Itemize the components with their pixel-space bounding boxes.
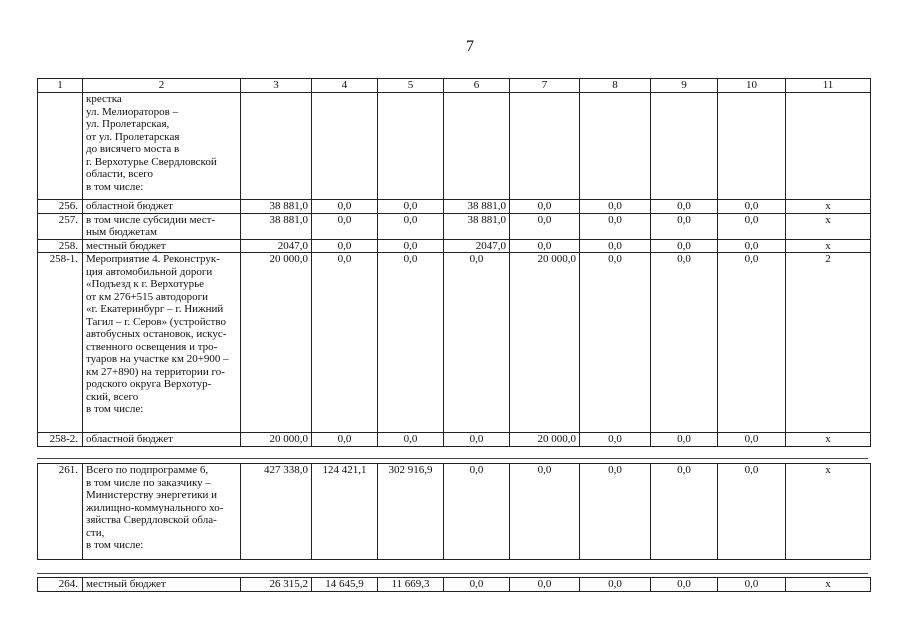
cell-value: 0,0 (378, 433, 444, 447)
budget-table (37, 78, 871, 447)
row-number: 258-2. (38, 433, 83, 447)
cell-value: 0,0 (510, 464, 580, 560)
row-description: областной бюджет (83, 433, 241, 447)
divider (37, 573, 868, 574)
cell-value: 0,0 (651, 578, 718, 592)
cell-value: 0,0 (718, 464, 786, 560)
cell-value: 38 881,0 (241, 213, 312, 239)
cell-value: 0,0 (312, 253, 378, 433)
cell-value: 14 645,9 (312, 578, 378, 592)
cell-value: 0,0 (651, 239, 718, 253)
row-description: Мероприятие 4. Реконструк- ция автомобильной дороги «Подъезд к г. Верхотурье от км 276+515 автодороги «г. Екатеринбург – г. Нижний Тагил – г. Серов» (устройство автобусных остановок, искус- ственного освещения и тро- туаров на участке км 20+900 – км 27+890) на территории го- родского округа Верхотур- ский, всего в том числе: (83, 253, 241, 433)
cell-value: 11 669,3 (378, 578, 444, 592)
table-row-261 (38, 464, 871, 560)
cell-value: 0,0 (580, 213, 651, 239)
divider (37, 458, 868, 459)
cell-value: 0,0 (580, 200, 651, 214)
cell-value: 0,0 (378, 213, 444, 239)
table-row-continuation (38, 93, 871, 200)
cell-value: 0,0 (510, 239, 580, 253)
cell-value: 0,0 (718, 578, 786, 592)
header-cell: 8 (580, 79, 651, 93)
header-cell: 1 (38, 79, 83, 93)
row-description: местный бюджет (83, 578, 241, 592)
row-number: 261. (38, 464, 83, 560)
row-number: 257. (38, 213, 83, 239)
header-cell: 4 (312, 79, 378, 93)
row-number: 264. (38, 578, 83, 592)
cell-value: x (786, 200, 871, 214)
row-description: в том числе субсидии мест- ным бюджетам (83, 213, 241, 239)
row-description: крестка ул. Мелиораторов – ул. Пролетарская, от ул. Пролетарская до висячего моста в г. Верхотурье Свердловской области, всего в том числе: (83, 93, 241, 200)
cell-value: 0,0 (510, 200, 580, 214)
cell-value: 0,0 (580, 433, 651, 447)
cell-value: 0,0 (651, 433, 718, 447)
row-number: 258-1. (38, 253, 83, 433)
cell-value: 0,0 (444, 578, 510, 592)
cell-value: 427 338,0 (241, 464, 312, 560)
cell-value: 0,0 (651, 253, 718, 433)
cell-value: 0,0 (444, 433, 510, 447)
table-row-258-1 (38, 253, 871, 433)
cell-value: 0,0 (378, 200, 444, 214)
cell-value: 0,0 (718, 213, 786, 239)
cell-value: 0,0 (651, 200, 718, 214)
header-cell: 6 (444, 79, 510, 93)
cell-value: x (786, 433, 871, 447)
table-row-264 (38, 578, 871, 592)
row-description: областной бюджет (83, 200, 241, 214)
cell-value: 0,0 (510, 578, 580, 592)
header-cell: 11 (786, 79, 871, 93)
cell-value: 0,0 (718, 239, 786, 253)
cell-value: 20 000,0 (241, 253, 312, 433)
header-cell: 7 (510, 79, 580, 93)
cell-value: 0,0 (312, 239, 378, 253)
header-cell: 10 (718, 79, 786, 93)
row-description: Всего по подпрограмме 6, в том числе по заказчику – Министерству энергетики и жилищно-коммунального хо- зяйства Свердловской обла- сти, в том числе: (83, 464, 241, 560)
cell-value: 0,0 (580, 578, 651, 592)
table-row-256 (38, 200, 871, 214)
cell-value: 2047,0 (241, 239, 312, 253)
cell-value: 0,0 (718, 200, 786, 214)
page-number: 7 (466, 38, 474, 55)
table-row-257 (38, 213, 871, 239)
cell-value: 38 881,0 (444, 200, 510, 214)
header-row (38, 79, 871, 93)
cell-value: 0,0 (580, 253, 651, 433)
budget-table-fragment (37, 577, 871, 592)
cell-value: 0,0 (378, 239, 444, 253)
cell-value: 20 000,0 (510, 253, 580, 433)
cell-value: 0,0 (651, 213, 718, 239)
cell-value: 302 916,9 (378, 464, 444, 560)
table-row-258-2 (38, 433, 871, 447)
header-cell: 5 (378, 79, 444, 93)
cell-value: 0,0 (510, 213, 580, 239)
cell-value: x (786, 464, 871, 560)
cell-value: 0,0 (444, 464, 510, 560)
cell-value: 0,0 (718, 433, 786, 447)
row-number: 258. (38, 239, 83, 253)
cell-value: 0,0 (580, 239, 651, 253)
cell-value: 0,0 (312, 200, 378, 214)
cell-value: 38 881,0 (444, 213, 510, 239)
row-number: 256. (38, 200, 83, 214)
cell-value: x (786, 578, 871, 592)
cell-value: 0,0 (651, 464, 718, 560)
cell-value: 2047,0 (444, 239, 510, 253)
table-row-258 (38, 239, 871, 253)
header-cell: 9 (651, 79, 718, 93)
cell-value: 26 315,2 (241, 578, 312, 592)
cell-value: 0,0 (444, 253, 510, 433)
cell-value: x (786, 213, 871, 239)
budget-table-fragment (37, 463, 871, 560)
header-cell: 2 (83, 79, 241, 93)
header-cell: 3 (241, 79, 312, 93)
cell-value: 124 421,1 (312, 464, 378, 560)
row-description: местный бюджет (83, 239, 241, 253)
cell-value: 0,0 (580, 464, 651, 560)
cell-value: 0,0 (378, 253, 444, 433)
cell-value: 0,0 (312, 433, 378, 447)
cell-value: 20 000,0 (241, 433, 312, 447)
cell-value: 20 000,0 (510, 433, 580, 447)
cell-value: 2 (786, 253, 871, 433)
cell-value: 0,0 (718, 253, 786, 433)
cell-value: x (786, 239, 871, 253)
cell-value: 0,0 (312, 213, 378, 239)
row-number (38, 93, 83, 200)
cell-value: 38 881,0 (241, 200, 312, 214)
